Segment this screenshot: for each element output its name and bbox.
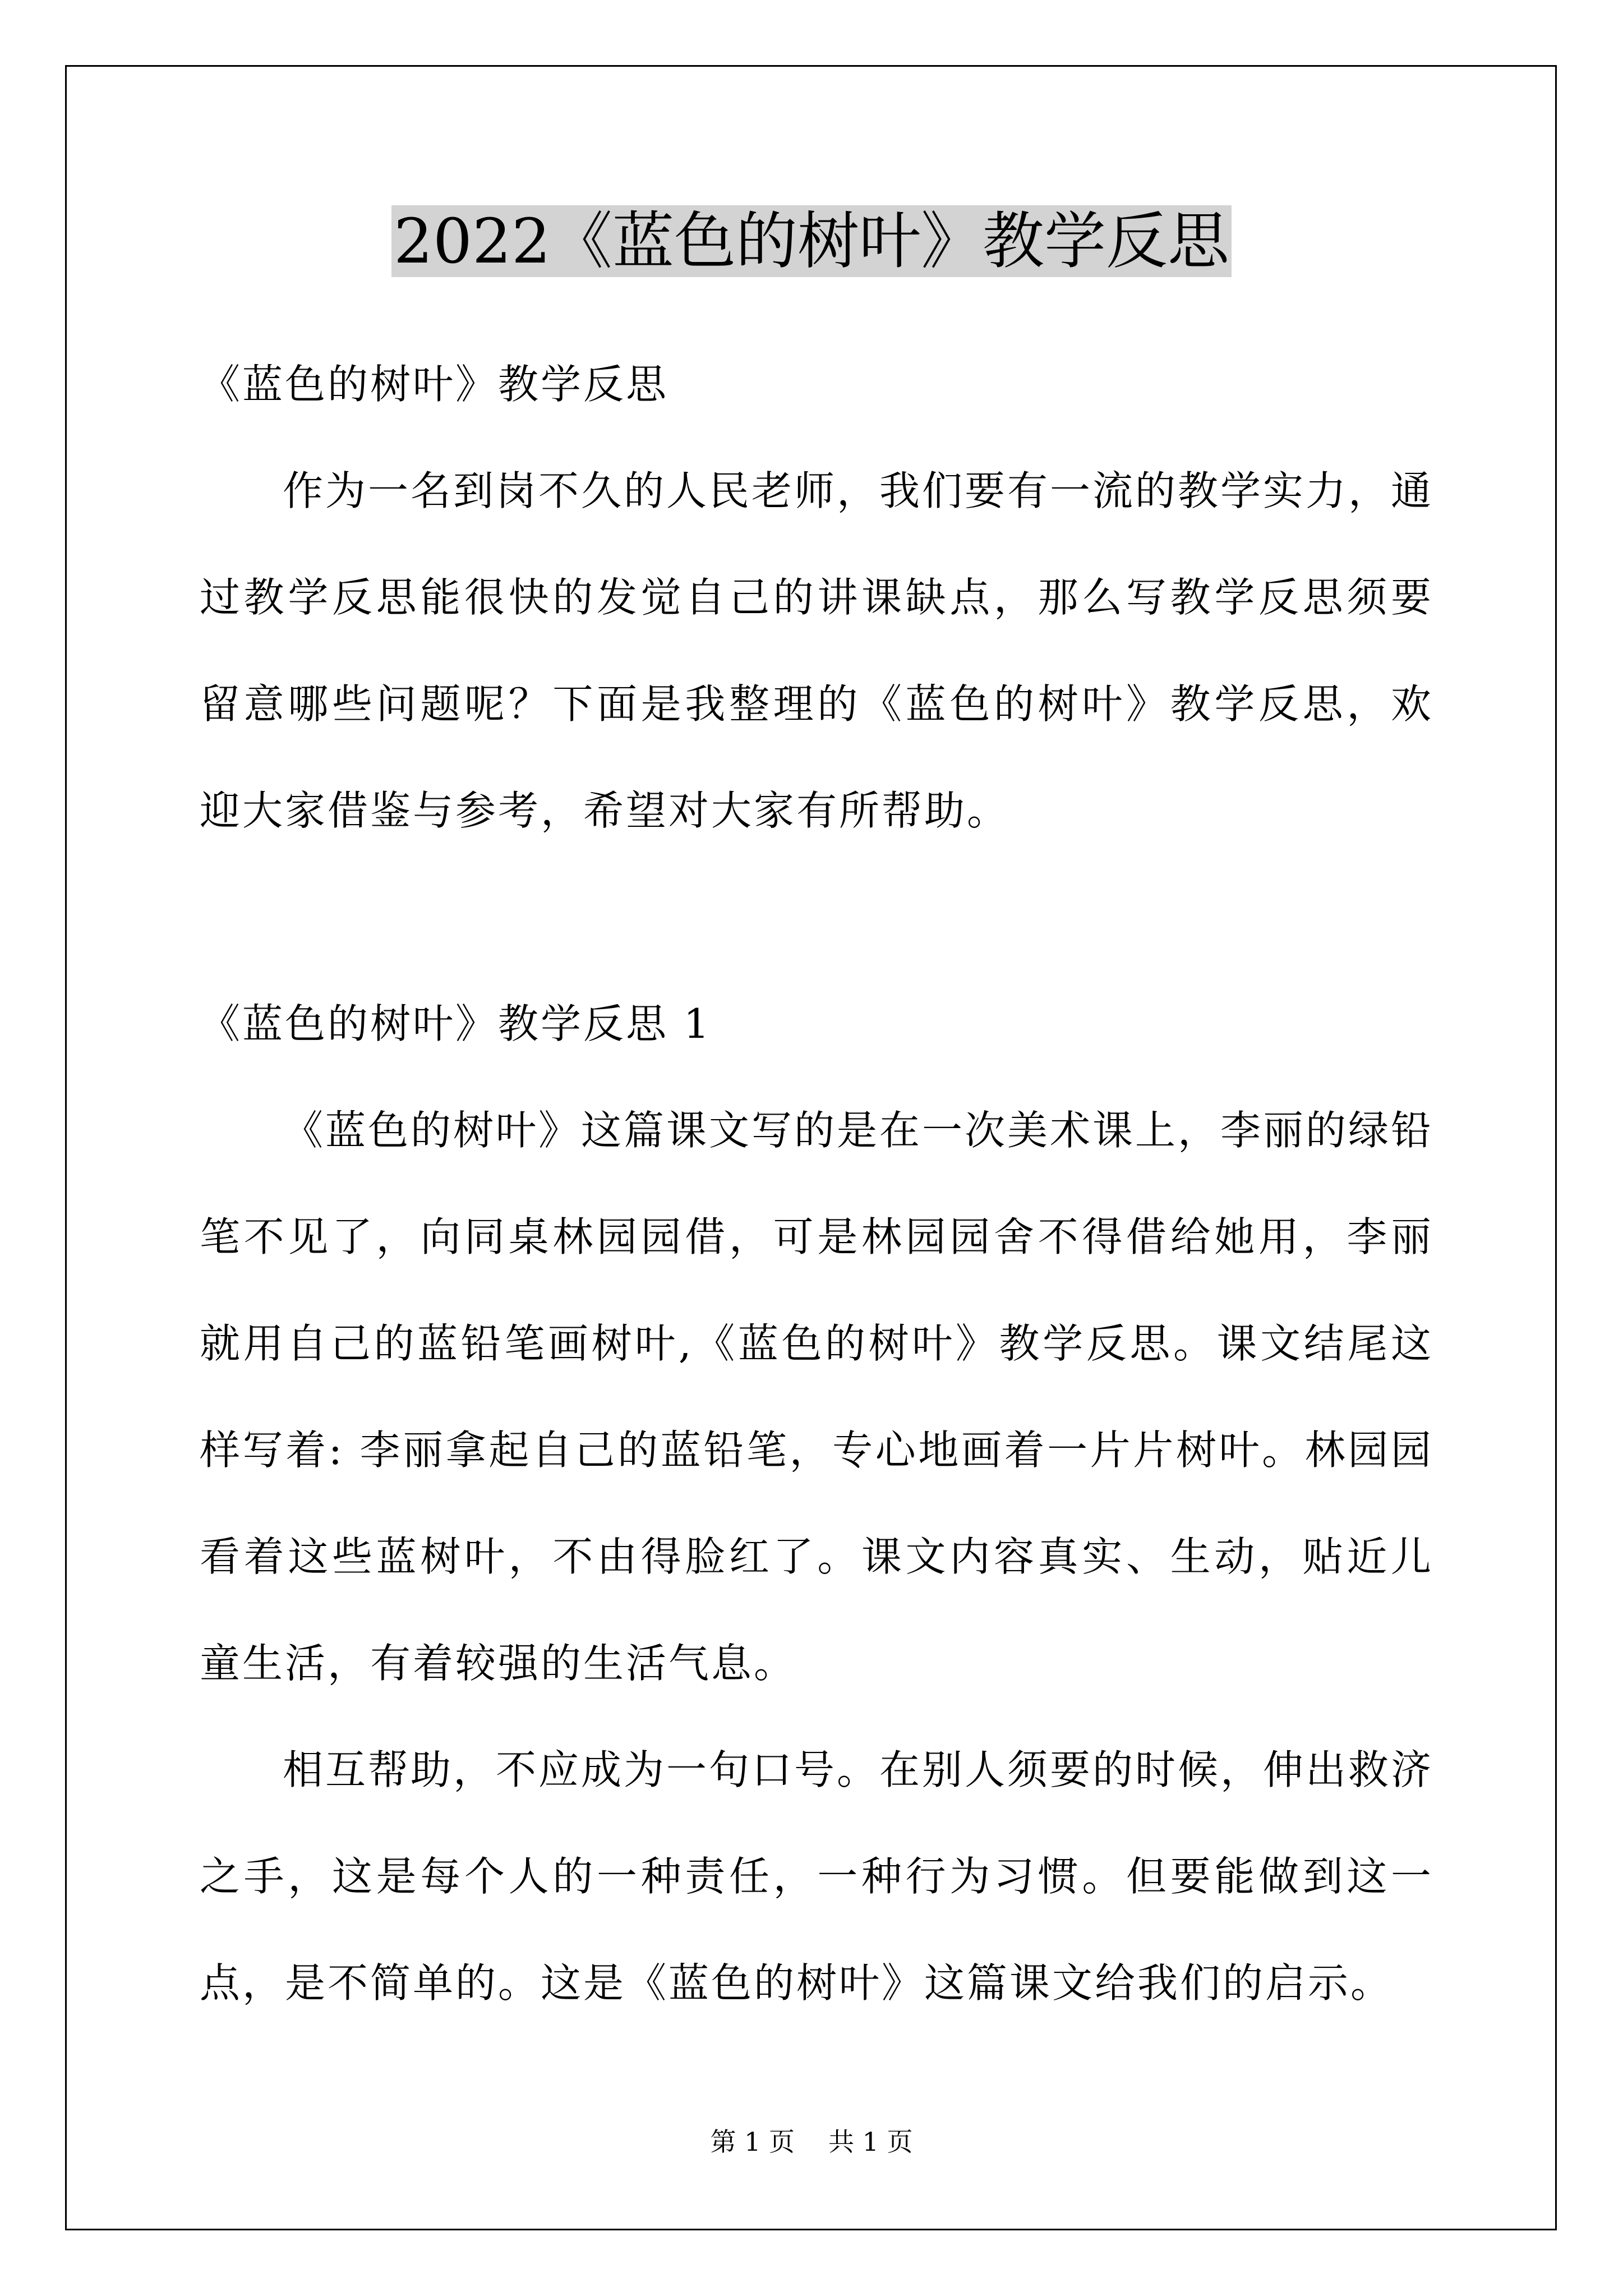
intro-paragraph: 作为一名到岗不久的人民老师，我们要有一流的教学实力，通过教学反思能很快的发觉自己的讲课缺点，那么写教学反思须要留意哪些问题呢？下面是我整理的《蓝色的树叶》教学反思，欢迎大家借鉴与参考，希望对大家有所帮助。: [200, 467, 1434, 834]
document-body: [200, 331, 1433, 2036]
page-footer: [0, 2125, 1623, 2159]
page-number-current: 第 1 页: [710, 2127, 795, 2157]
page-number-total: 共 1 页: [828, 2127, 913, 2157]
section-heading-1: 《蓝色的树叶》教学反思 1: [200, 1000, 712, 1047]
body-paragraph-1: 《蓝色的树叶》这篇课文写的是在一次美术课上，李丽的绿铅笔不见了，向同桌林园园借，可是林园园舍不得借给她用，李丽就用自己的蓝铅笔画树叶,《蓝色的树叶》教学反思。课文结尾这样写着: 李丽拿起自己的蓝铅笔，专心地画着一片片树叶。林园园看着这些蓝树叶，不由得脸红了。课文内容真实、生动，贴近儿童生活，有着较强的生活气息。: [200, 1107, 1434, 1687]
body-paragraph-2: 相互帮助，不应成为一句口号。在别人须要的时候，伸出救济之手，这是每个人的一种责任，一种行为习惯。但要能做到这一点，是不简单的。这是《蓝色的树叶》这篇课文给我们的启示。: [200, 1746, 1434, 2007]
section-heading-intro: 《蓝色的树叶》教学反思: [200, 361, 669, 408]
document-title-text: 2022《蓝色的树叶》教学反思: [391, 205, 1232, 277]
document-title: [0, 202, 1623, 280]
